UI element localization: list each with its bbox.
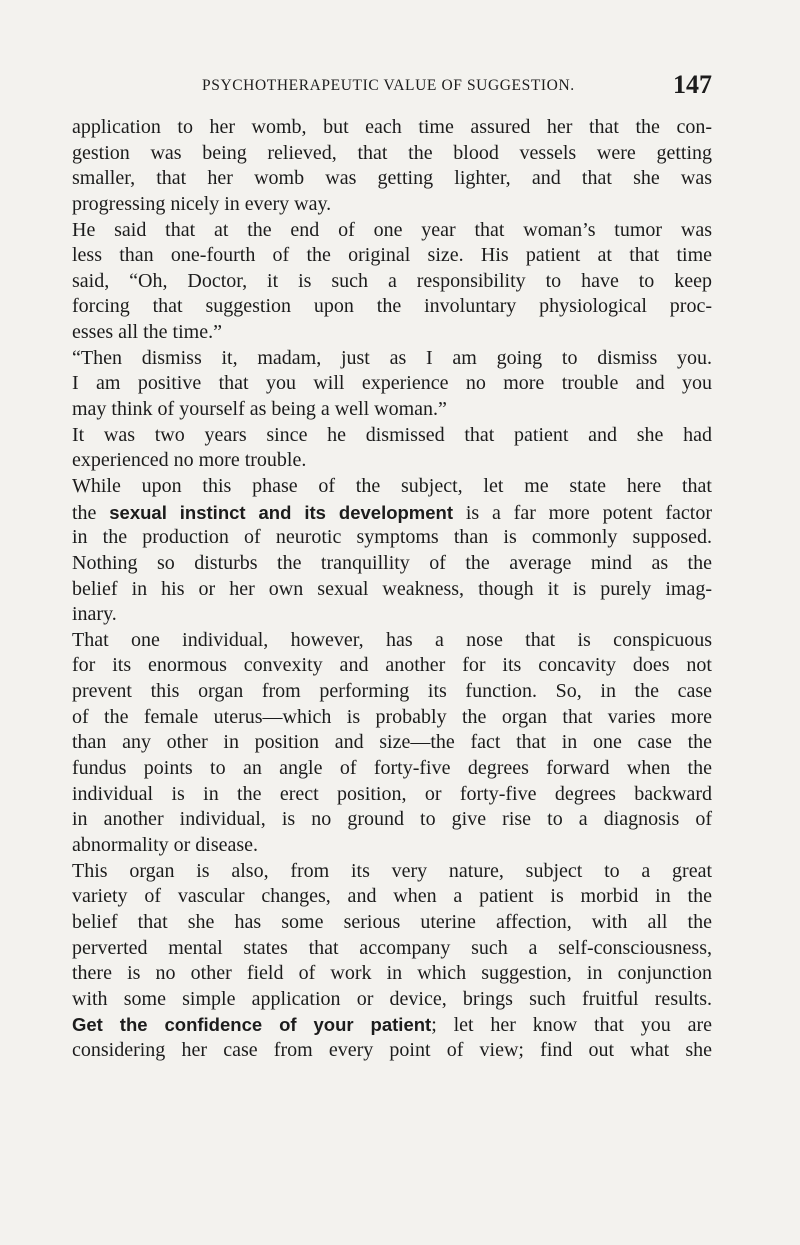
text-line — [72, 884, 712, 910]
text-line — [72, 1012, 712, 1038]
text-line — [72, 1038, 712, 1064]
text-line — [72, 936, 712, 962]
text-line — [72, 730, 712, 756]
text-line — [72, 577, 712, 603]
running-title: PSYCHOTHERAPEUTIC VALUE OF SUGGESTION. — [202, 77, 575, 94]
text-run: inary. — [72, 603, 117, 626]
text-line — [72, 192, 712, 218]
text-run: He said that at the end of one year that woman’s tumor was — [72, 218, 712, 241]
emphasized-phrase: sexual instinct and its development — [109, 501, 454, 523]
text-run: there is no other field of work in which suggestion, in conjunction — [72, 962, 712, 985]
text-line — [72, 346, 712, 372]
text-line — [72, 115, 712, 141]
text-run: abnormality or disease. — [72, 833, 259, 856]
text-run: It was two years since he dismissed that patient and she had — [72, 423, 712, 446]
text-line — [72, 423, 712, 449]
text-line — [72, 833, 712, 859]
text-run: belief that she has some serious uterine affection, with all the — [72, 910, 712, 933]
text-line — [72, 705, 712, 731]
text-run: ; let her know that you are — [431, 1014, 713, 1037]
text-line — [72, 782, 712, 808]
text-line — [72, 320, 712, 346]
running-head — [72, 68, 712, 98]
text-line — [72, 807, 712, 833]
text-run: considering her case from every point of view; find out what she — [72, 1039, 712, 1062]
text-line — [72, 166, 712, 192]
text-line — [72, 397, 712, 423]
text-run: fundus points to an angle of forty-five degrees forward when the — [72, 757, 712, 780]
text-line — [72, 987, 712, 1013]
text-line — [72, 371, 712, 397]
text-line — [72, 628, 712, 654]
text-run: gestion was being relieved, that the blood vessels were getting — [72, 141, 712, 164]
text-line — [72, 218, 712, 244]
body-text — [72, 115, 712, 1064]
text-run: with some simple application or device, brings such fruitful results. — [72, 987, 712, 1010]
text-line — [72, 910, 712, 936]
text-run: may think of yourself as being a well woman.” — [72, 398, 447, 421]
text-run: belief in his or her own sexual weakness, though it is purely imag- — [72, 577, 712, 600]
text-run: said, “Oh, Doctor, it is such a responsibility to have to keep — [72, 269, 712, 292]
text-line — [72, 679, 712, 705]
text-line — [72, 859, 712, 885]
text-line — [72, 525, 712, 551]
text-run: forcing that suggestion upon the involuntary physiological proc- — [72, 295, 712, 318]
text-run: less than one-fourth of the original size. His patient at that time — [72, 244, 712, 267]
text-run: perverted mental states that accompany such a self-consciousness, — [72, 936, 712, 959]
text-run: That one individual, however, has a nose that is conspicuous — [72, 628, 712, 651]
text-run: of the female uterus—which is probably the organ that varies more — [72, 705, 712, 728]
text-run: is a far more potent factor — [453, 501, 712, 524]
text-run: smaller, that her womb was getting lighter, and that she was — [72, 167, 712, 190]
text-run: the — [72, 501, 110, 524]
text-line — [72, 756, 712, 782]
text-line — [72, 551, 712, 577]
text-line — [72, 474, 712, 500]
text-run: application to her womb, but each time assured her that the con- — [72, 116, 712, 138]
text-line — [72, 141, 712, 167]
text-line — [72, 653, 712, 679]
text-run: I am positive that you will experience no more trouble and you — [72, 372, 712, 395]
text-run: Nothing so disturbs the tranquillity of the average mind as the — [72, 551, 712, 574]
text-line — [72, 448, 712, 474]
text-line — [72, 961, 712, 987]
text-run: than any other in position and size—the fact that in one case the — [72, 731, 712, 754]
text-run: in the production of neurotic symptoms than is commonly supposed. — [72, 526, 712, 549]
page-number: 147 — [673, 70, 712, 99]
text-run: “Then dismiss it, madam, just as I am going to dismiss you. — [72, 346, 712, 369]
text-line — [72, 500, 712, 526]
text-line — [72, 269, 712, 295]
text-run: for its enormous convexity and another for its concavity does not — [72, 654, 712, 677]
text-line — [72, 602, 712, 628]
text-run: esses all the time.” — [72, 321, 222, 344]
text-run: While upon this phase of the subject, let me state here that — [72, 474, 712, 497]
text-line — [72, 294, 712, 320]
text-run: This organ is also, from its very nature, subject to a great — [72, 859, 712, 882]
text-run: experienced no more trouble. — [72, 449, 307, 472]
text-run: in another individual, is no ground to give rise to a diagnosis of — [72, 808, 712, 831]
emphasized-phrase: Get the confidence of your patient — [72, 1014, 432, 1036]
text-run: progressing nicely in every way. — [72, 192, 332, 215]
text-run: variety of vascular changes, and when a patient is morbid in the — [72, 885, 712, 908]
text-line — [72, 243, 712, 269]
text-run: prevent this organ from performing its function. So, in the case — [72, 680, 712, 703]
text-run: individual is in the erect position, or forty-five degrees backward — [72, 782, 712, 805]
